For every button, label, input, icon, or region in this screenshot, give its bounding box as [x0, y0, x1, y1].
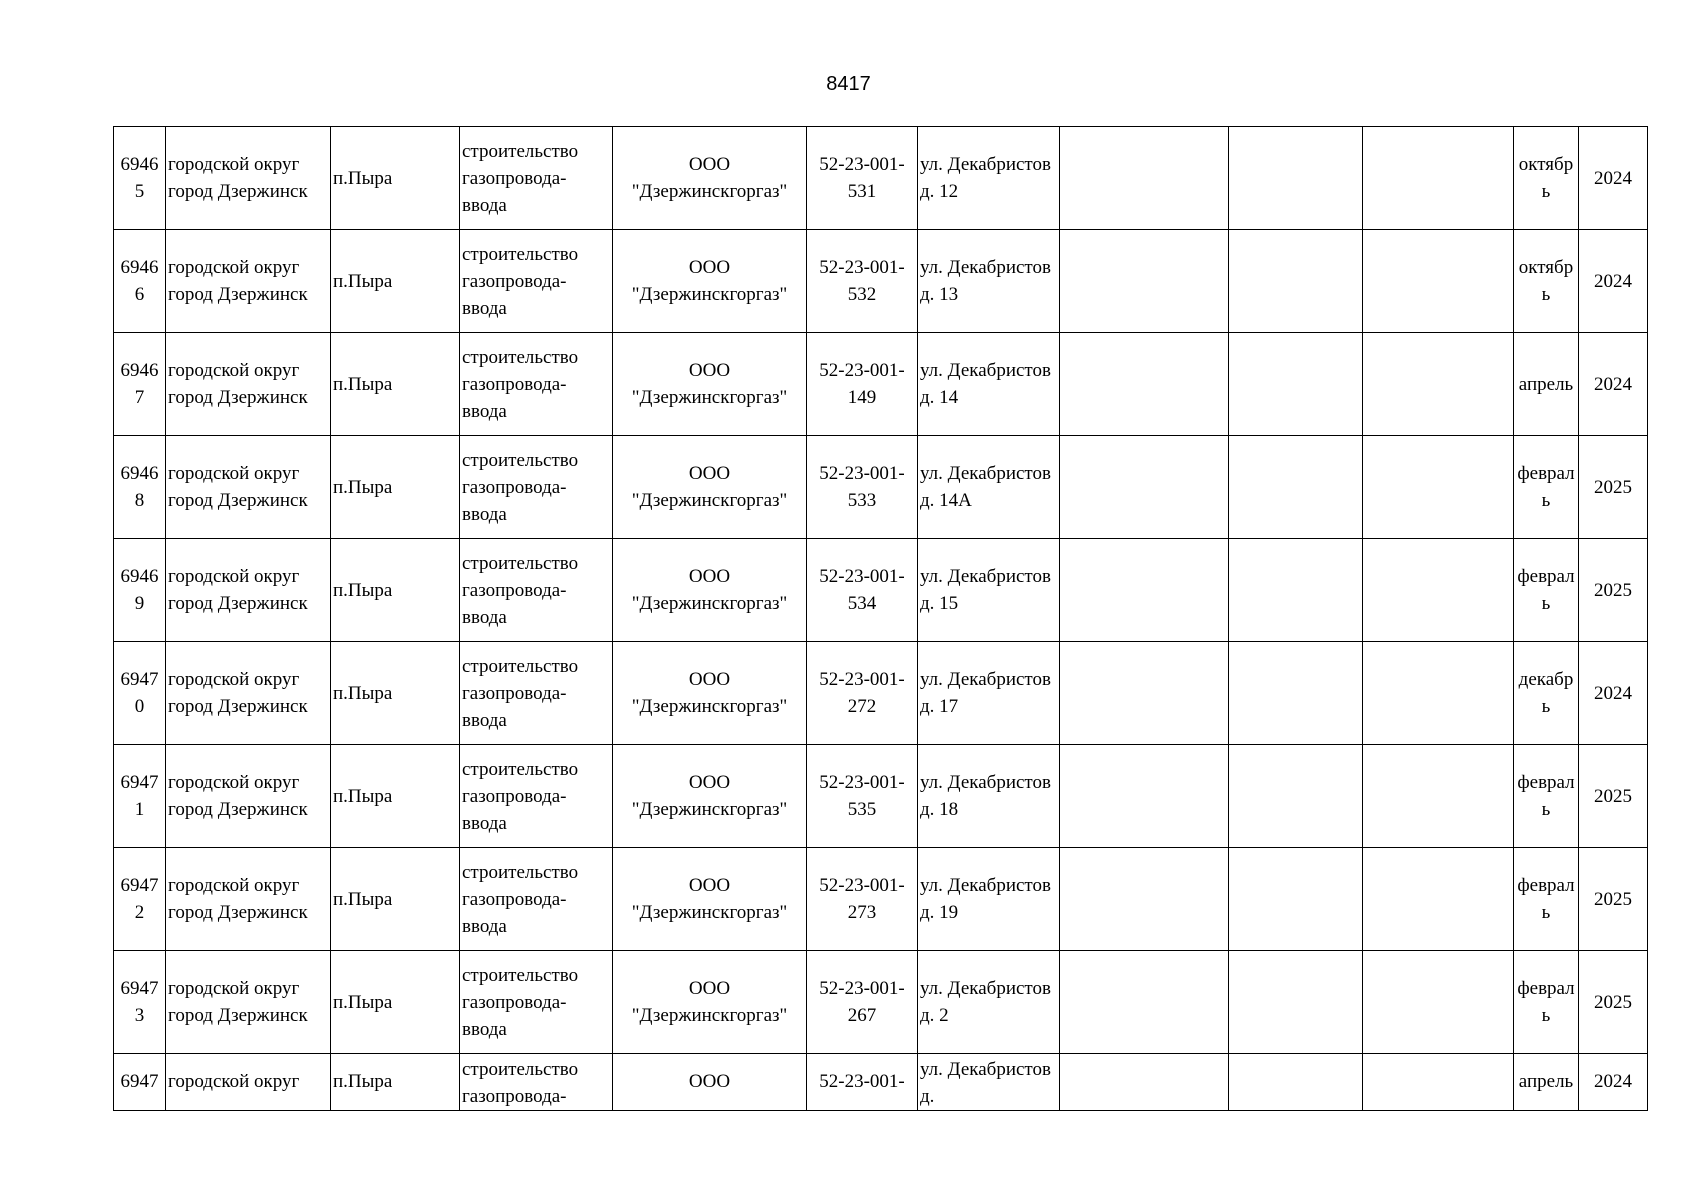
table-row [114, 436, 1648, 539]
month-cell: февраль [1514, 745, 1579, 848]
locality-cell: п.Пыра [331, 642, 460, 745]
empty-cell [1229, 745, 1363, 848]
locality-cell: п.Пыра [331, 848, 460, 951]
locality-cell: п.Пыра [331, 333, 460, 436]
table-row [114, 539, 1648, 642]
organization-form: ООО [688, 154, 731, 175]
locality-cell: п.Пыра [331, 1054, 460, 1111]
municipality-cell: городской округ город Дзержинск [166, 745, 331, 848]
empty-cell [1060, 127, 1229, 230]
work-type-cell: строительство газопровода-ввода [460, 848, 613, 951]
organization-cell [613, 642, 807, 745]
organization-cell [613, 539, 807, 642]
row-number-cell: 69472 [114, 848, 166, 951]
organization-name: "Дзержинскгоргаз" [631, 181, 788, 202]
table-row [114, 642, 1648, 745]
year-cell: 2024 [1579, 230, 1648, 333]
row-number-cell: 69468 [114, 436, 166, 539]
work-type-cell: строительство газопровода-ввода [460, 230, 613, 333]
month-cell: апрель [1514, 1054, 1579, 1111]
month-cell: октябрь [1514, 230, 1579, 333]
municipality-cell: городской округ город Дзержинск [166, 127, 331, 230]
empty-cell [1363, 436, 1514, 539]
locality-cell: п.Пыра [331, 539, 460, 642]
work-type-cell: строительство газопровода-ввода [460, 333, 613, 436]
work-type-cell: строительство газопровода-ввода [460, 539, 613, 642]
month-cell: октябрь [1514, 127, 1579, 230]
organization-name: "Дзержинскгоргаз" [631, 696, 788, 717]
address-cell: ул. Декабристов д. 14 [918, 333, 1060, 436]
municipality-cell: городской округ [166, 1054, 331, 1111]
row-number-cell: 69466 [114, 230, 166, 333]
empty-cell [1060, 848, 1229, 951]
locality-cell: п.Пыра [331, 745, 460, 848]
address-cell: ул. Декабристов д. 17 [918, 642, 1060, 745]
empty-cell [1363, 745, 1514, 848]
address-cell: ул. Декабристов д. 2 [918, 951, 1060, 1054]
locality-cell: п.Пыра [331, 951, 460, 1054]
year-cell: 2024 [1579, 127, 1648, 230]
work-type-cell: строительство газопровода- [460, 1054, 613, 1111]
empty-cell [1363, 1054, 1514, 1111]
year-cell: 2025 [1579, 539, 1648, 642]
organization-form: ООО [688, 978, 731, 999]
table-row [114, 848, 1648, 951]
organization-name: "Дзержинскгоргаз" [631, 490, 788, 511]
organization-cell: ООО [613, 1054, 807, 1111]
row-number-cell: 69471 [114, 745, 166, 848]
organization-cell [613, 436, 807, 539]
municipality-cell: городской округ город Дзержинск [166, 539, 331, 642]
empty-cell [1229, 642, 1363, 745]
empty-cell [1229, 436, 1363, 539]
table-row [114, 1054, 1648, 1111]
year-cell: 2025 [1579, 745, 1648, 848]
object-code-cell: 52-23-001-531 [807, 127, 918, 230]
object-code-cell: 52-23-001-272 [807, 642, 918, 745]
empty-cell [1363, 951, 1514, 1054]
month-cell: апрель [1514, 333, 1579, 436]
empty-cell [1060, 642, 1229, 745]
empty-cell [1363, 848, 1514, 951]
object-code-cell: 52-23-001-149 [807, 333, 918, 436]
empty-cell [1229, 951, 1363, 1054]
empty-cell [1229, 539, 1363, 642]
address-cell: ул. Декабристов д. 13 [918, 230, 1060, 333]
month-cell: февраль [1514, 539, 1579, 642]
empty-cell [1363, 642, 1514, 745]
empty-cell [1363, 539, 1514, 642]
empty-cell [1060, 436, 1229, 539]
organization-cell [613, 848, 807, 951]
address-cell: ул. Декабристов д. 14А [918, 436, 1060, 539]
organization-name: "Дзержинскгоргаз" [631, 284, 788, 305]
object-code-cell: 52-23-001-533 [807, 436, 918, 539]
organization-cell [613, 745, 807, 848]
month-cell: февраль [1514, 848, 1579, 951]
municipality-cell: городской округ город Дзержинск [166, 951, 331, 1054]
organization-form: ООО [688, 360, 731, 381]
table-row [114, 333, 1648, 436]
work-type-cell: строительство газопровода-ввода [460, 127, 613, 230]
empty-cell [1060, 1054, 1229, 1111]
empty-cell [1229, 1054, 1363, 1111]
organization-name: "Дзержинскгоргаз" [631, 593, 788, 614]
year-cell: 2025 [1579, 951, 1648, 1054]
organization-form: ООО [688, 772, 731, 793]
organization-form: ООО [688, 669, 731, 690]
object-code-cell: 52-23-001-534 [807, 539, 918, 642]
organization-name: "Дзержинскгоргаз" [631, 799, 788, 820]
locality-cell: п.Пыра [331, 230, 460, 333]
work-type-cell: строительство газопровода-ввода [460, 642, 613, 745]
organization-form: ООО [688, 875, 731, 896]
organization-cell [613, 333, 807, 436]
locality-cell: п.Пыра [331, 127, 460, 230]
page-number: 8417 [826, 73, 871, 95]
organization-form: ООО [688, 257, 731, 278]
work-type-cell: строительство газопровода-ввода [460, 745, 613, 848]
empty-cell [1363, 333, 1514, 436]
organization-cell [613, 951, 807, 1054]
registry-table [113, 126, 1648, 1111]
municipality-cell: городской округ город Дзержинск [166, 230, 331, 333]
empty-cell [1229, 848, 1363, 951]
municipality-cell: городской округ город Дзержинск [166, 333, 331, 436]
organization-cell [613, 230, 807, 333]
month-cell: декабрь [1514, 642, 1579, 745]
organization-form: ООО [688, 463, 731, 484]
organization-name: "Дзержинскгоргаз" [631, 902, 788, 923]
year-cell: 2025 [1579, 848, 1648, 951]
address-cell: ул. Декабристов д. 12 [918, 127, 1060, 230]
row-number-cell: 69469 [114, 539, 166, 642]
year-cell: 2024 [1579, 1054, 1648, 1111]
object-code-cell: 52-23-001-273 [807, 848, 918, 951]
row-number-cell: 69470 [114, 642, 166, 745]
empty-cell [1060, 333, 1229, 436]
empty-cell [1060, 951, 1229, 1054]
object-code-cell: 52-23-001-267 [807, 951, 918, 1054]
empty-cell [1229, 230, 1363, 333]
year-cell: 2025 [1579, 436, 1648, 539]
empty-cell [1363, 127, 1514, 230]
year-cell: 2024 [1579, 642, 1648, 745]
municipality-cell: городской округ город Дзержинск [166, 642, 331, 745]
address-cell: ул. Декабристов д. 15 [918, 539, 1060, 642]
empty-cell [1060, 539, 1229, 642]
row-number-cell: 69467 [114, 333, 166, 436]
empty-cell [1229, 333, 1363, 436]
object-code-cell: 52-23-001-535 [807, 745, 918, 848]
table-row [114, 745, 1648, 848]
locality-cell: п.Пыра [331, 436, 460, 539]
table-row [114, 230, 1648, 333]
organization-name: "Дзержинскгоргаз" [631, 387, 788, 408]
month-cell: февраль [1514, 436, 1579, 539]
municipality-cell: городской округ город Дзержинск [166, 848, 331, 951]
organization-cell [613, 127, 807, 230]
organization-form: ООО [688, 566, 731, 587]
object-code-cell: 52-23-001-532 [807, 230, 918, 333]
empty-cell [1060, 230, 1229, 333]
address-cell: ул. Декабристов д. 18 [918, 745, 1060, 848]
row-number-cell: 69473 [114, 951, 166, 1054]
empty-cell [1060, 745, 1229, 848]
address-cell: ул. Декабристов д. [918, 1054, 1060, 1111]
table-row [114, 127, 1648, 230]
object-code-cell: 52-23-001- [807, 1054, 918, 1111]
work-type-cell: строительство газопровода-ввода [460, 436, 613, 539]
year-cell: 2024 [1579, 333, 1648, 436]
empty-cell [1363, 230, 1514, 333]
organization-name: "Дзержинскгоргаз" [631, 1005, 788, 1026]
month-cell: февраль [1514, 951, 1579, 1054]
row-number-cell: 6947 [114, 1054, 166, 1111]
municipality-cell: городской округ город Дзержинск [166, 436, 331, 539]
address-cell: ул. Декабристов д. 19 [918, 848, 1060, 951]
table-body [114, 127, 1648, 1111]
empty-cell [1229, 127, 1363, 230]
work-type-cell: строительство газопровода-ввода [460, 951, 613, 1054]
table-row [114, 951, 1648, 1054]
row-number-cell: 69465 [114, 127, 166, 230]
